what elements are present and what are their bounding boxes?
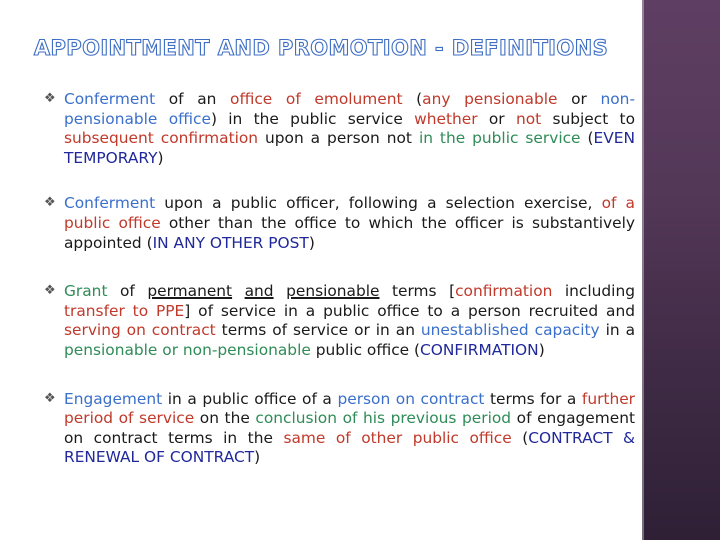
decorative-side-panel [642,0,720,540]
title-main: APPOINTMENT AND PROMOTION - [33,36,452,60]
text-segment: any pensionable [422,90,558,108]
text-segment: in a [599,321,636,340]
text-segment: in the public service [418,129,581,148]
text-segment: ( [402,90,423,108]
diamond-bullet-icon: ❖ [44,91,56,106]
text-segment: other than the office to which the officer is substantively appointed ( [64,213,636,252]
text-segment: public office ( [310,340,421,359]
text-segment: including [552,282,635,301]
text-segment: or [477,109,516,128]
text-segment: serving on contract [64,321,216,340]
text-segment: ) [254,448,261,467]
text-segment: ( [511,428,529,447]
text-segment: conclusion of his previous period [255,409,512,428]
text-segment: subject to [541,109,635,128]
text-segment: CONTRACT & RENEWAL OF CONTRACT [64,428,635,467]
bullet-item-conferment-office [44,90,635,168]
text-segment: upon a person not [258,129,419,148]
text-segment: ) [538,340,545,359]
text-segment: upon a public officer, following a selection exercise, [155,194,602,213]
text-segment: in a public office of a [162,389,338,408]
text-segment: ) [308,233,315,252]
text-segment: pensionable [286,282,380,301]
diamond-bullet-icon: ❖ [44,195,56,211]
text-segment: further period of service [64,389,636,428]
text-segment: terms [ [379,282,456,301]
text-segment: and [244,282,274,301]
text-segment: or [557,90,601,108]
bullet-text [64,194,635,253]
page-title [0,36,642,60]
text-segment: terms for a [484,389,582,408]
text-segment: transfer to PPE [64,301,185,320]
text-segment: subsequent confirmation [64,129,259,148]
text-segment: of a public office [64,194,635,232]
bullet-item-engagement [44,389,636,468]
text-segment: terms of service or in an [215,321,421,340]
text-segment: unestablished capacity [420,321,600,340]
bullet-text [64,390,635,468]
text-segment: office of emolument [230,90,403,108]
text-segment: of [107,282,148,301]
text-segment: same of other public office [283,428,512,447]
diamond-bullet-icon: ❖ [44,283,56,299]
text-segment: ) [157,148,164,167]
text-segment: whether [414,109,478,128]
text-segment: of engagement on contract terms in the [64,409,635,447]
text-segment: Conferment [64,90,156,108]
text-segment: Engagement [64,389,163,408]
text-segment: EVEN TEMPORARY [64,129,635,167]
text-segment: of an [155,90,231,108]
text-segment: ] of service in a public office to a person recruited and [184,301,636,320]
text-segment [232,282,245,300]
text-segment: Conferment [64,194,156,213]
text-segment: person on contract [337,389,485,408]
text-segment: pensionable or non-pensionable [64,340,311,359]
text-segment: CONFIRMATION [420,340,539,359]
bullet-text [64,90,635,168]
text-segment: IN ANY OTHER POST [152,233,309,252]
bullet-item-grant [44,282,636,360]
text-segment [274,282,287,300]
text-segment: Grant [64,282,108,301]
text-segment: non-pensionable office [64,90,635,128]
text-segment: confirmation [455,282,553,301]
title-definitions: DEFINITIONS [451,36,609,60]
text-segment: ) in the public service [210,109,415,128]
text-segment: on the [194,409,256,428]
bullet-list [44,90,636,468]
diamond-bullet-icon: ❖ [44,390,56,406]
text-segment: permanent [147,282,233,301]
text-segment: ( [580,129,594,148]
bullet-item-conferment-officer [44,194,636,253]
text-segment: not [515,109,542,128]
bullet-text [64,282,635,360]
